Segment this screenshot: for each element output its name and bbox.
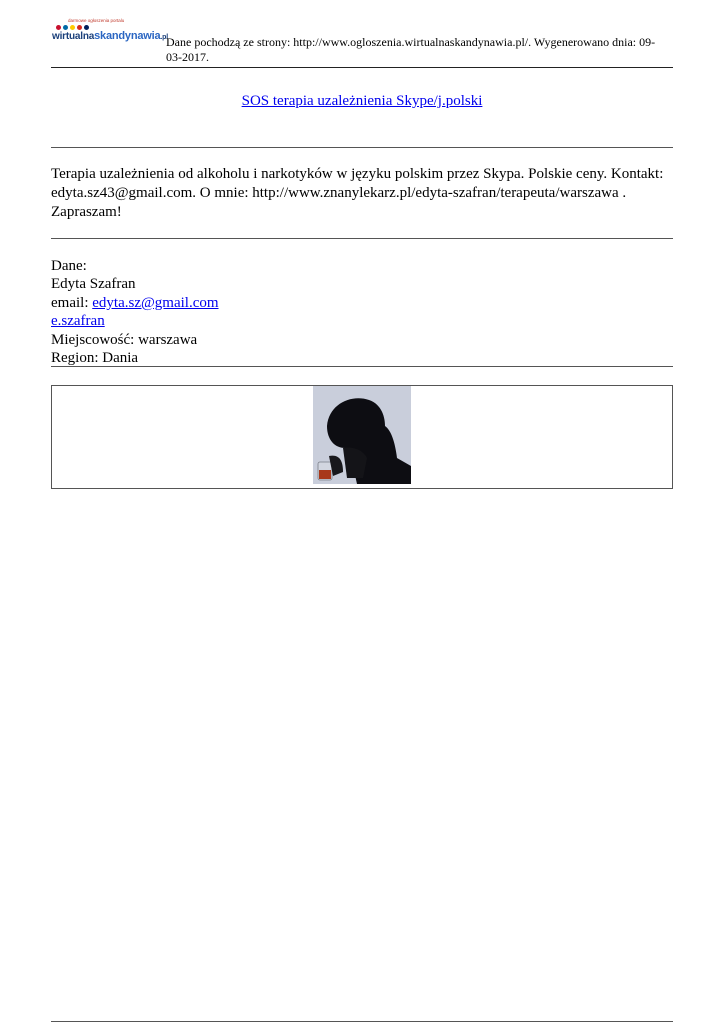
listing-title-link[interactable]: SOS terapia uzależnienia Skype/j.polski [241,93,483,109]
city-row [51,331,219,349]
description-divider [51,238,673,239]
skype-link[interactable]: e.szafran [51,313,105,330]
region-value: Dania [102,350,139,367]
logo-part-1: wirtualna [52,31,95,42]
listing-description: Terapia uzależnienia od alkoholu i narkotyków w języku polskim przez Skypa. Polskie ceny. Kontakt: edyta.sz43@gmail.com. O mnie: http://www.znanylekarz.pl/edyta-szafran/terapeuta/warszawa . Zapraszam! [51,166,664,220]
email-label: email: [51,294,93,311]
site-logo [52,18,168,48]
logo-part-2: skandynawia [94,30,161,42]
city-value: warszawa [138,331,198,348]
source-note: Dane pochodzą ze strony: http://www.ogloszenia.wirtualnaskandynawia.pl/. Wygenerowano dnia: 09-03-2017. [166,35,656,64]
logo-part-3: .pl [160,34,168,41]
contact-details [51,257,219,367]
contact-email-row [51,294,219,312]
details-divider [51,366,673,367]
contact-name: Edyta Szafran [51,276,136,293]
skype-row [51,312,219,330]
listing-title-wrap [51,93,673,110]
footer-divider [51,1021,673,1022]
city-label: Miejscowość: [51,331,139,348]
logo-tagline: darmowe ogłoszenia portalu [68,18,125,23]
contact-heading: Dane: [51,258,87,274]
logo-wordmark [52,30,168,42]
region-row [51,349,219,367]
email-link[interactable]: edyta.sz@gmail.com [92,294,219,311]
image-frame [51,385,673,489]
header-divider [51,67,673,68]
title-divider [51,147,673,148]
listing-photo [313,386,411,484]
region-label: Region: [51,350,103,367]
